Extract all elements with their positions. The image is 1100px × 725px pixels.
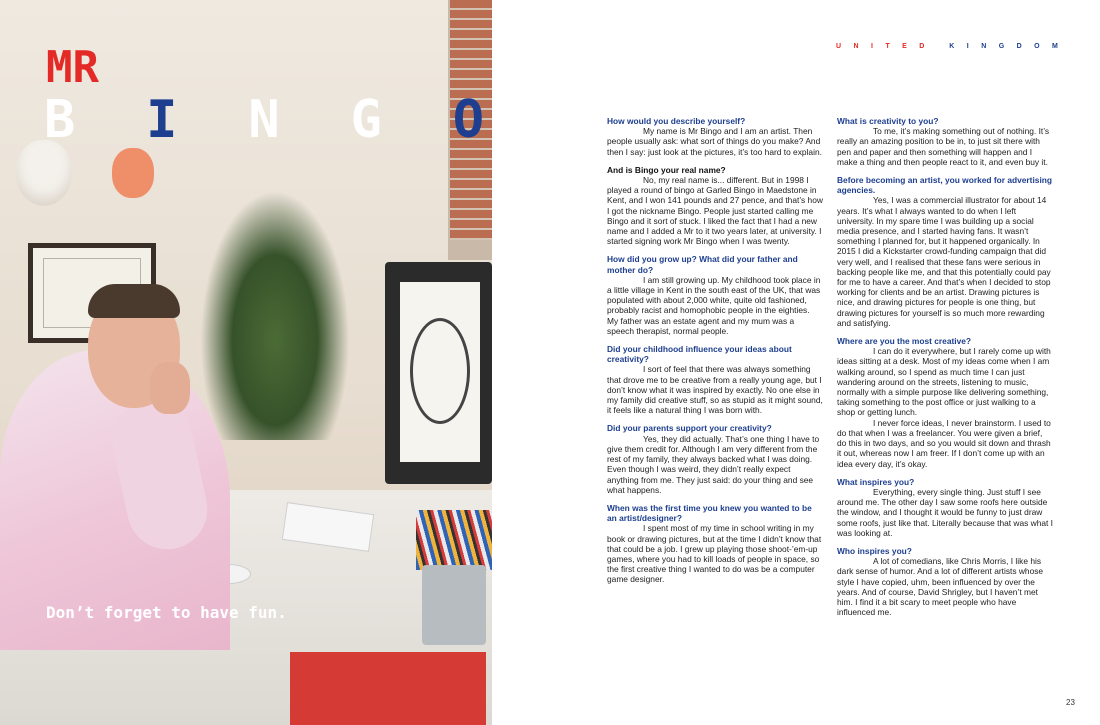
title-letter: B: [44, 90, 76, 150]
country-letter: K: [949, 43, 955, 50]
country-letter: N: [981, 43, 987, 50]
question: Where are you the most creative?: [837, 336, 972, 347]
qa-block: [837, 477, 1053, 538]
answer: Yes, I was a commercial illustrator for about 14 years. It’s what I always wanted to do when I left university. In my spare time I was building up a social media presence, and I started having fans. It wasn’t something I planned for, but it happened organically. In 2015 I did a Kickstarter crowd-funding campaign that did very well, and I realised that these fans were serious in backing people like me, and that this potentially could pay for me to have a career. And that’s when I decided to stop working for clients and be an artist. Drawing pictures is nice, and drawing pictures for people is one thing, but drawing pictures for yourself is so much more rewarding and satisfying.: [837, 195, 1051, 328]
question: What is creativity to you?: [837, 116, 939, 126]
qa-block: [607, 423, 823, 494]
answer: Yes, they did actually. That’s one thing I have to give them credit for. Although I am very different from the rest of my family, they always backed what I was doing. Even though I was weird, they didn’t really expect anything from me. They just said: do your thing and see what happens.: [607, 433, 820, 495]
country-letter: D: [1016, 43, 1022, 50]
qa-block: [607, 503, 823, 585]
country-letter: N: [853, 43, 859, 50]
qa-block: [837, 175, 1053, 328]
answer: To me, it’s making something out of nothing. It’s really an amazing position to be in, to just sit there with pen and paper and then something will happen and I make a thing and then people react to it, and even buy it.: [837, 126, 1050, 167]
country-letter: O: [1034, 43, 1040, 50]
answer: I sort of feel that there was always something that drove me to be creative from a really young age, but I don’t know what it was inspired by exactly. No one else in my family did creative stuff, so as stupid as it might sound, it feels like a natural thing I was born with.: [607, 364, 823, 416]
country-letter: I: [966, 43, 969, 50]
person-hair: [88, 284, 180, 318]
country-letter: D: [919, 43, 925, 50]
answer: I never force ideas, I never brainstorm. I used to do that when I was a freelancer. You were given a brief, do this in two days, and so you would sit down and thrash it out, whereas now I am freer. If I don’t come up with an idea every day, it’s okay.: [837, 417, 1051, 469]
cover-photo: [0, 0, 492, 725]
question: Did your parents support your creativity?: [607, 423, 772, 434]
title-letter: N: [248, 90, 280, 150]
country-letter: U: [836, 43, 842, 50]
qa-block: [607, 254, 823, 336]
title-mr: MR: [46, 42, 99, 93]
title-letter: G: [350, 90, 382, 150]
answer: I spent most of my time in school writing in my book or drawing pictures, but at the time I didn’t know that that could be a job. I grew up playing those shoot-’em-up games, where you had to kill loads of people in space, so the first creative thing I wanted to do was be a computer game designer.: [607, 523, 822, 585]
question: And is Bingo your real name?: [607, 164, 726, 175]
country-letter: G: [998, 43, 1005, 50]
qa-block: [607, 344, 823, 415]
red-tray: [290, 652, 486, 725]
answer: A lot of comedians, like Chris Morris, I like his dark sense of humor. And a lot of different artists whose style I have copied, uhm, been influenced by over the years. And of course, David Shrigley, but I haven’t met him. I find it a bit scary to meet people who have influenced me.: [837, 556, 1044, 618]
title-bingo: [44, 92, 484, 148]
pens: [416, 510, 492, 570]
country-letter: E: [902, 43, 907, 50]
qa-block: [837, 116, 1053, 167]
answer: Everything, every single thing. Just stuff I see around me. The other day I saw some roofs here outside the window, and I thought it would be funny to just draw some roofs, just like that. Literally because that was what I was looking at.: [837, 486, 1053, 538]
tiger-mask: [112, 148, 154, 198]
question: Did your childhood influence your ideas about creativity?: [607, 344, 792, 365]
question: What inspires you?: [837, 476, 915, 487]
interview-column-left: [607, 116, 823, 593]
pen-cup: [422, 565, 486, 645]
page-number: 23: [1066, 698, 1075, 707]
title-letter: I: [146, 90, 178, 150]
person-hand: [150, 362, 190, 414]
qa-block: [607, 116, 823, 157]
answer: I can do it everywhere, but I rarely come up with ideas sitting at a desk. Most of my ideas come when I am walking around, so I spend as much time I can just wandering around on the streets, listening to music, normally with a simple purpose like delivering something, taking something to the post office or just walking to a shop or getting lunch.: [837, 346, 1051, 418]
title-letter: O: [452, 90, 484, 150]
question: How did you grow up? What did your father and mother do?: [607, 254, 798, 275]
screen-drawing: [410, 318, 470, 424]
interview-column-right: [837, 116, 1053, 625]
tagline: Don’t forget to have fun.: [46, 603, 287, 622]
answer: My name is Mr Bingo and I am an artist. Then people usually ask: what sort of things do you make? And then I say: just look at the pictures, it’s too hard to explain.: [607, 126, 822, 157]
question: Who inspires you?: [837, 545, 912, 556]
country-label: [836, 43, 1058, 50]
question: Before becoming an artist, you worked for advertising agencies.: [837, 175, 1053, 196]
question: How would you describe yourself?: [607, 116, 746, 126]
country-letter: M: [1052, 43, 1058, 50]
potted-plant: [200, 190, 350, 440]
qa-block: [607, 165, 823, 247]
country-letter: T: [885, 43, 890, 50]
question: When was the first time you knew you wanted to be an artist/designer?: [607, 502, 812, 524]
answer: I am still growing up. My childhood took place in a little village in Kent in the south east of the UK, that was populated with about 2,000 white, quite old fashioned, probably racist and homophobic people in the eighties. My father was an estate agent and my mum was a speech therapist, normal people.: [607, 274, 821, 336]
qa-block: [837, 546, 1053, 617]
qa-block: [837, 336, 1053, 469]
country-letter: I: [871, 43, 873, 50]
answer: No, my real name is... different. But in 1998 I played a round of bingo at Garled Bingo in Maedstone in Kent, and I won 141 pounds and 27 pence, and that’s how I got the nickname Bingo. People just started calling me Bingo and it sort of stuck. I liked the fact that I had a new name and I added a Mr to it two years later, at university. I started signing work Mr Bingo when I was twenty.: [607, 175, 823, 247]
